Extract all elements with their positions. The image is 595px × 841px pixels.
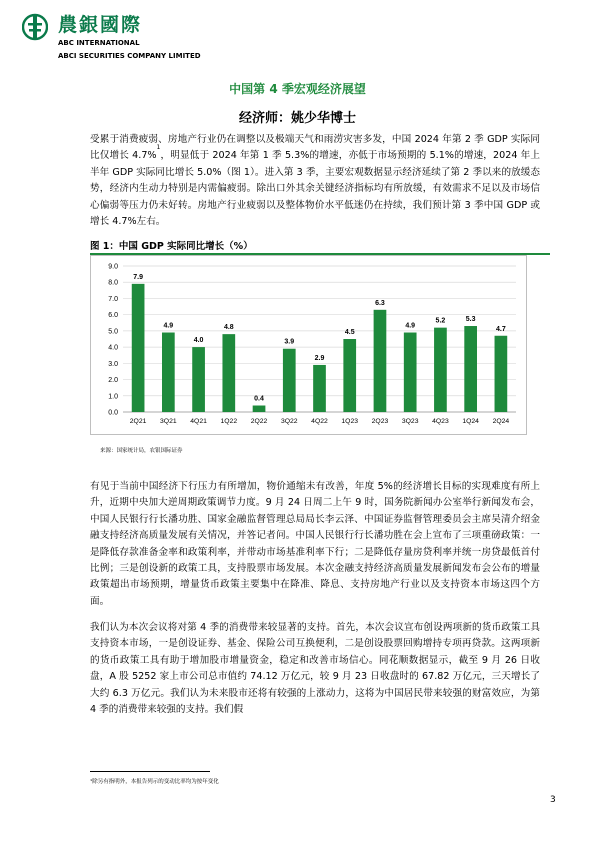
bar-value-label: 6.3 bbox=[375, 299, 385, 307]
x-tick-label: 2Q21 bbox=[129, 418, 147, 425]
bar bbox=[192, 347, 205, 412]
y-tick-label: 4.0 bbox=[108, 344, 118, 352]
bar-value-label: 4.0 bbox=[193, 337, 204, 345]
bar bbox=[253, 406, 266, 412]
bar-value-label: 4.9 bbox=[405, 322, 416, 330]
x-tick-label: 4Q21 bbox=[190, 418, 207, 425]
y-tick-label: 8.0 bbox=[108, 279, 118, 287]
figure-title: 图 1：中国 GDP 实际同比增长（%） bbox=[90, 241, 253, 252]
paragraph-1-part-a: 受累于消费疲弱、房地产行业仍在调整以及极端天气和雨涝灾害多发，中国 2024 年第 2 季 GDP 实际同比仅增长 4.7% bbox=[90, 134, 540, 162]
bar bbox=[374, 310, 387, 412]
logo-company-name: ABCI SECURITIES COMPANY LIMITED bbox=[58, 52, 201, 60]
footnote: ¹除另有指明外，本报告列示的变动比率均为按年变化 bbox=[90, 779, 219, 785]
x-tick-label: 3Q21 bbox=[160, 418, 177, 425]
figure-source: 来源：国家统计局，农银国际证券 bbox=[100, 448, 183, 454]
logo-chinese-name: 農銀國際 bbox=[58, 14, 143, 36]
x-tick-label: 2Q23 bbox=[371, 418, 389, 425]
y-tick-label: 1.0 bbox=[108, 393, 118, 401]
y-tick-label: 9.0 bbox=[108, 263, 118, 271]
paragraph-1 bbox=[90, 132, 540, 230]
x-tick-label: 1Q24 bbox=[462, 418, 479, 425]
x-tick-label: 2Q24 bbox=[492, 418, 510, 425]
bar bbox=[343, 339, 356, 412]
bar-value-label: 4.5 bbox=[344, 329, 355, 336]
paragraph-3: 我们认为本次会议将对第 4 季的消费带来较显著的支持。首先，本次会议宣布创设两项新的货币政策工具支持资本市场，一是创设证券、基金、保险公司互换便利，二是创设股票回购增持专项再贷款。这两项新的货币政策工具有助于增加股市增量资金，稳定和改善市场信心。同花顺数据显示，截至 9 月 26 日收盘，A 股 5252 家上市公司总市值约 74.12 万亿元，较 9 月 23 日收盘时的 67.82 万亿元，三天增长了大约 6.3 万亿元。我们认为未来股市还将有较强的上涨动力，这将为中国居民带来较强的财富效应，为第 4 季的消费带来较强的支持。我们假 bbox=[90, 622, 540, 716]
bar bbox=[464, 326, 477, 412]
bar-value-label: 5.2 bbox=[435, 317, 446, 325]
x-tick-label: 1Q22 bbox=[220, 418, 238, 425]
logo-english-name: ABC INTERNATIONAL bbox=[58, 39, 140, 47]
author-line: 经济师：姚少华博士 bbox=[238, 111, 356, 126]
paragraph-2: 有见于当前中国经济下行压力有所增加，物价通缩未有改善，年度 5%的经济增长目标的实现难度有所上升，近期中央加大逆周期政策调节力度。9 月 24 日周二上午 9 时，国务院新闻办公室举行新闻发布会，中国人民银行行长潘功胜、国家金融监督管理总局局长李云泽、中国证券监督管理委员会主席吴清介绍金融支持经济高质量发展有关情况，并答记者问。中国人民银行行长潘功胜在会上宣布了三项重磅政策：一是降低存款准备金率和政策利率，并带动市场基准利率下行；二是降低存量房贷利率并统一房贷最低首付比例；三是创设新的政策工具，支持股票市场发展。本次金融支持经济高质量发展新闻发布会公布的增量政策超出市场预期，增量货币政策主要集中在降准、降息、支持房地产行业以及支持资本市场这四个方面。 bbox=[90, 481, 540, 607]
paragraph-1-part-b: ，明显低于 2024 年第 1 季 5.3%的增速，亦低于市场预期的 5.1%的增速，2024 年上半年 GDP 实际同比增长 5.0%（图 1）。进入第 3 季，主要宏观数据显示经济延续了第 2 季以来的放缓态势，经济内生动力特别是内需偏疲弱。除出口外其余关键经济指标均有所放缓，有效需求不足以及市场信心偏弱等压力仍未好转。房地产行业疲弱以及整体物价水平低迷仍在持续，我们预计第 3 季中国 GDP 或增长 4.7%左右。 bbox=[90, 150, 540, 228]
footnote-marker[interactable]: 1 bbox=[156, 144, 161, 152]
x-tick-label: 3Q23 bbox=[401, 418, 419, 425]
bar bbox=[434, 328, 447, 412]
y-tick-label: 3.0 bbox=[108, 360, 118, 368]
bar bbox=[283, 349, 296, 412]
bar-value-label: 2.9 bbox=[314, 354, 325, 362]
bar-value-label: 4.8 bbox=[223, 324, 234, 332]
bar bbox=[162, 333, 175, 412]
abc-logo-icon bbox=[22, 12, 48, 42]
gdp-bar-chart bbox=[91, 256, 526, 434]
y-tick-label: 7.0 bbox=[108, 295, 118, 303]
chart-frame bbox=[90, 255, 527, 435]
x-tick-label: 1Q23 bbox=[341, 418, 359, 425]
x-tick-label: 2Q22 bbox=[250, 418, 268, 425]
bar-value-label: 4.9 bbox=[163, 322, 174, 330]
y-tick-label: 0.0 bbox=[108, 409, 118, 417]
page-number: 3 bbox=[550, 795, 556, 805]
bar bbox=[222, 334, 235, 412]
footnote-divider bbox=[90, 771, 210, 772]
bar-value-label: 7.9 bbox=[133, 273, 143, 281]
y-tick-label: 6.0 bbox=[108, 312, 118, 320]
bar bbox=[132, 284, 145, 412]
bar-value-label: 5.3 bbox=[465, 316, 476, 324]
bar bbox=[313, 365, 326, 412]
bar-value-label: 0.4 bbox=[254, 395, 264, 403]
y-tick-label: 2.0 bbox=[108, 377, 118, 385]
y-tick-label: 5.0 bbox=[108, 328, 118, 336]
bar-value-label: 3.9 bbox=[284, 338, 295, 346]
bar-value-label: 4.7 bbox=[496, 325, 506, 333]
x-tick-label: 4Q22 bbox=[311, 418, 328, 425]
bar bbox=[495, 336, 508, 412]
x-tick-label: 3Q22 bbox=[280, 418, 298, 425]
x-tick-label: 4Q23 bbox=[432, 418, 449, 425]
report-title: 中国第 4 季宏观经济展望 bbox=[229, 82, 366, 96]
bar bbox=[404, 333, 417, 412]
